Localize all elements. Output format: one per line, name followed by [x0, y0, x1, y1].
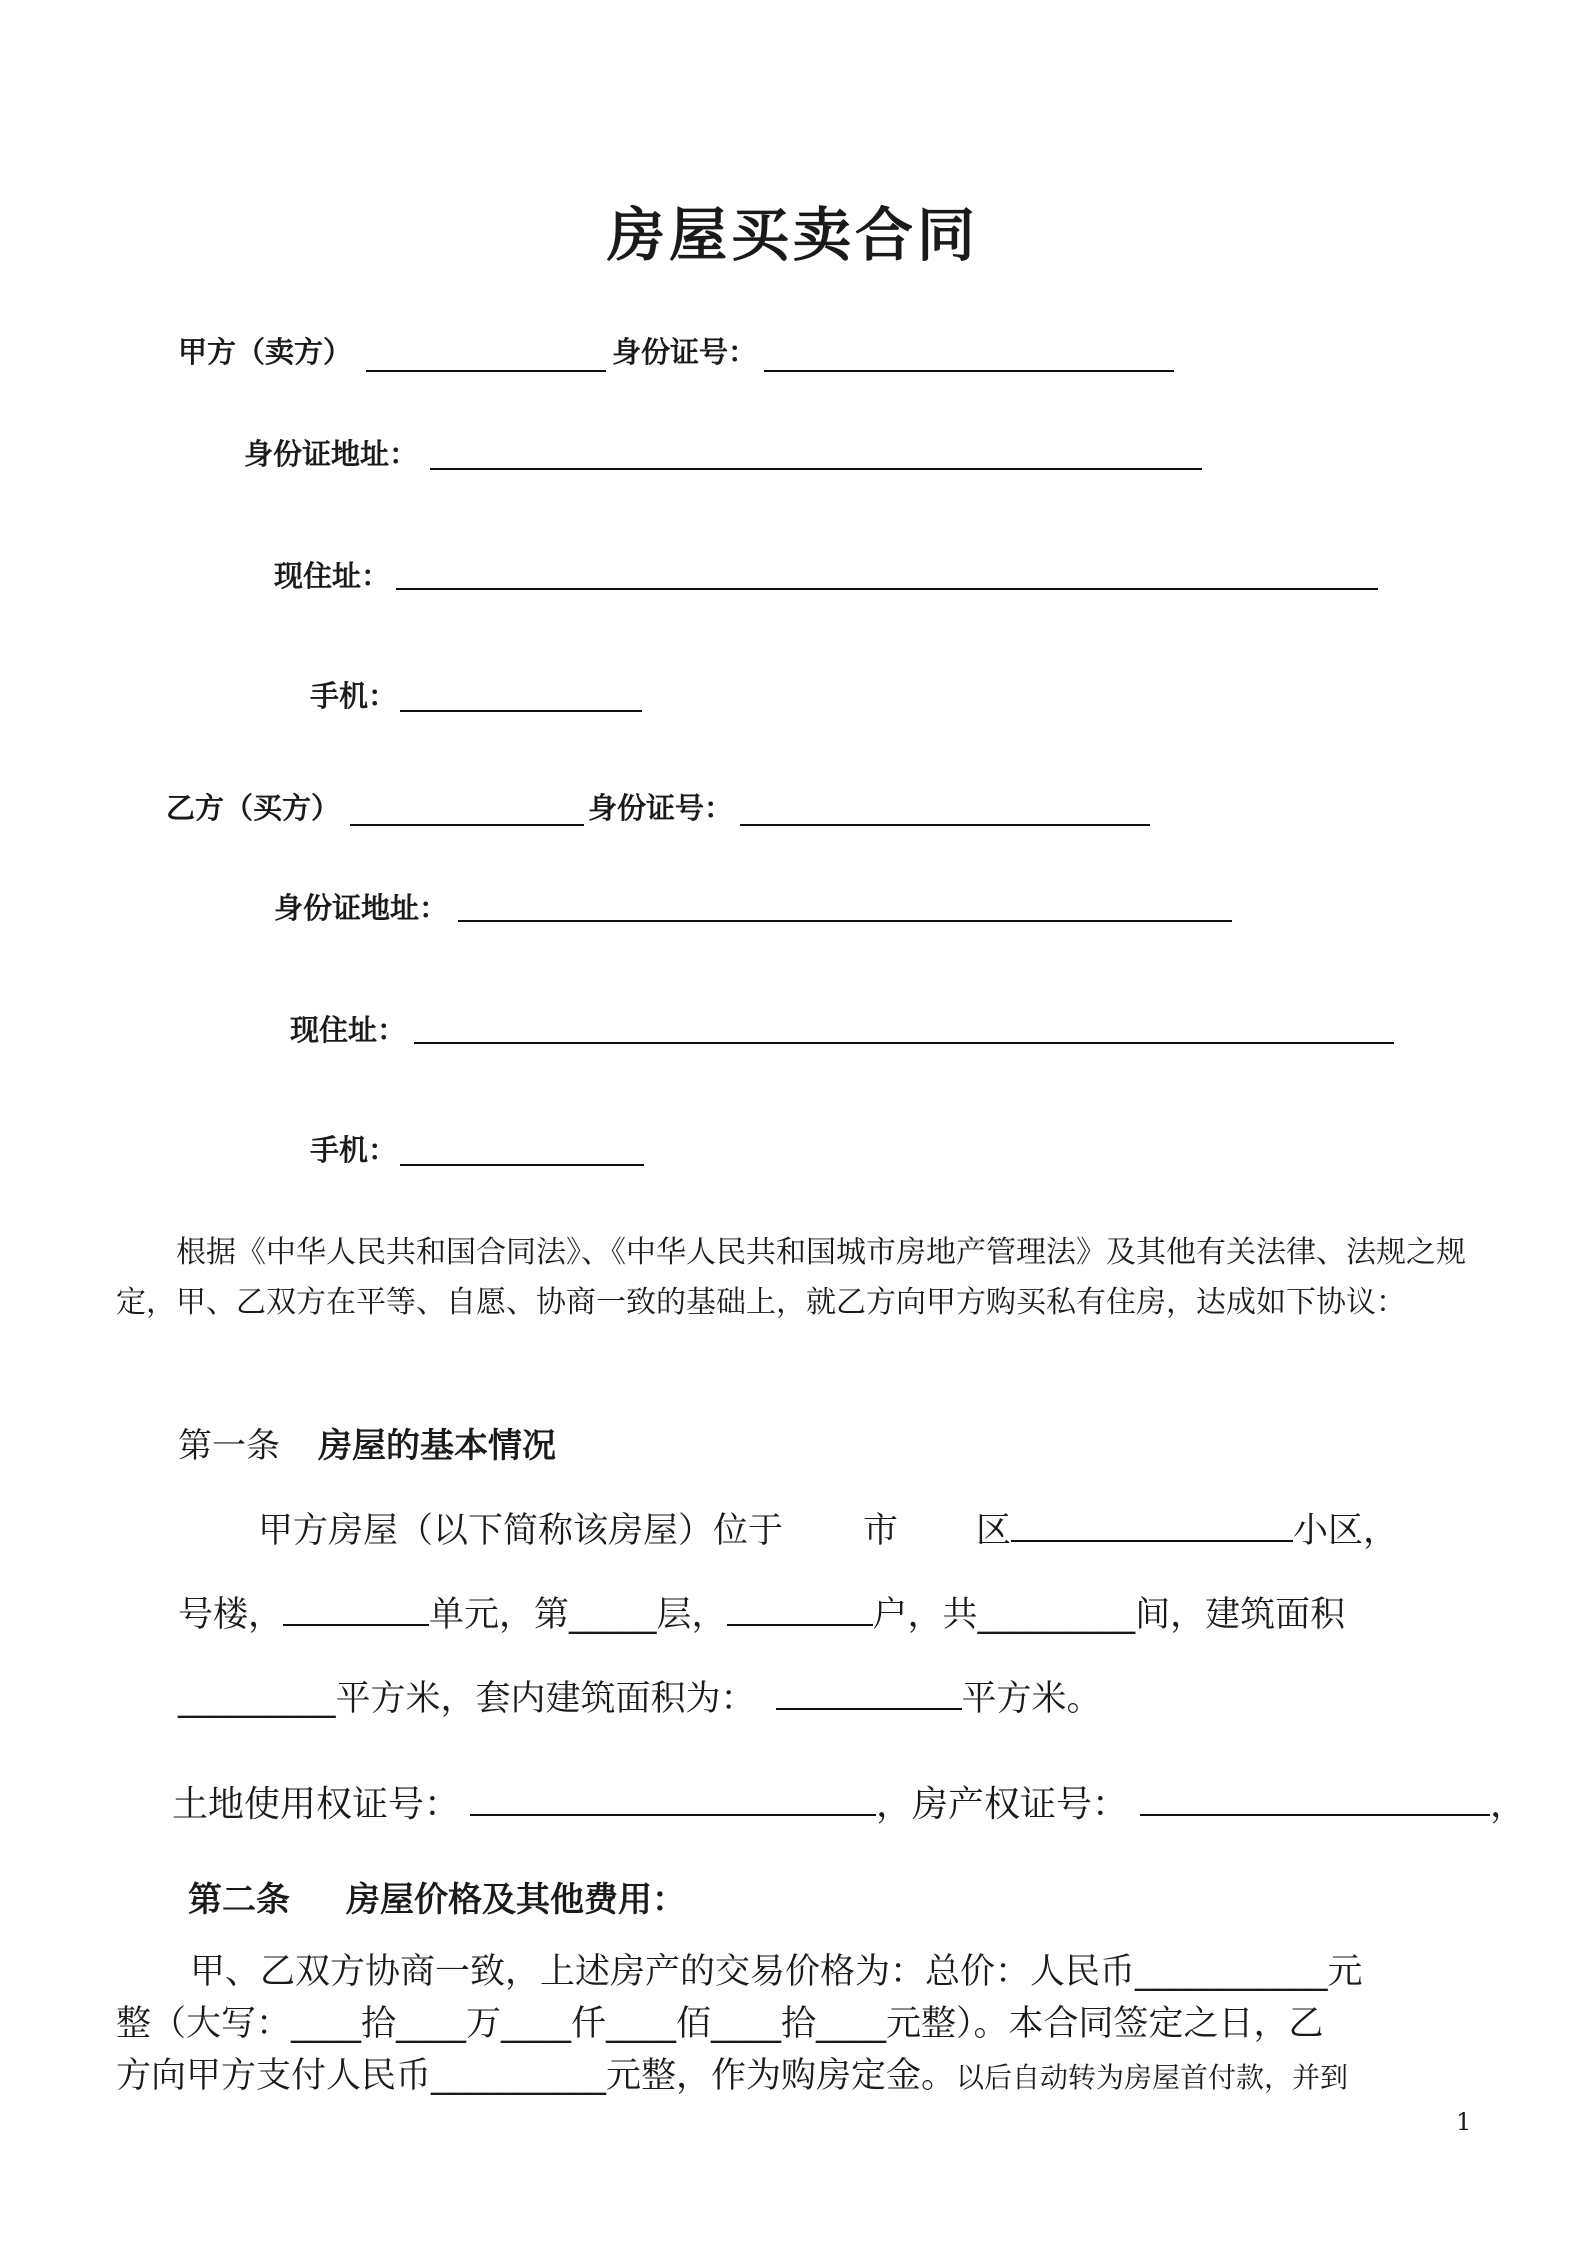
property-cert-field[interactable] [1140, 1782, 1490, 1816]
party-b-label: 乙方（买方） [166, 791, 341, 825]
rooms-label: 间，建筑面积 [1135, 1595, 1346, 1635]
page-number: 1 [1456, 2108, 1472, 2136]
city-label: 市 [863, 1511, 899, 1551]
article-2-heading [188, 1872, 686, 1921]
district-label: 区 [976, 1511, 1012, 1551]
party-a-current-address-field[interactable] [396, 588, 1378, 590]
preamble-paragraph: 根据《中华人民共和国合同法》、《中华人民共和国城市房地产管理法》及其他有关法律、法规之规定，甲、乙双方在平等、自愿、协商一致的基础上，就乙方向甲方购买私有住房，达成如下协议： [116, 1235, 1466, 1320]
party-a-phone-field[interactable] [400, 710, 642, 712]
land-cert-field[interactable] [470, 1782, 876, 1816]
party-b-name-field[interactable] [350, 824, 584, 826]
party-a-name-field[interactable] [366, 370, 606, 372]
household-label: 户，共 [872, 1595, 978, 1635]
article-1-line-1 [258, 1506, 1398, 1556]
party-b-id-label: 身份证号： [588, 791, 734, 825]
party-b-id-field[interactable] [740, 824, 1150, 826]
party-b-id-address-field[interactable] [458, 920, 1232, 922]
building-label: 号楼， [178, 1595, 284, 1635]
floor-label: 层， [656, 1595, 727, 1635]
floor-blank[interactable]: _____ [569, 1595, 657, 1635]
party-a-id-address-label: 身份证地址： [244, 437, 419, 471]
land-cert-label: 土地使用权证号： [172, 1784, 461, 1825]
party-b-current-address-field[interactable] [414, 1042, 1394, 1044]
household-field[interactable] [727, 1592, 873, 1626]
area-blank[interactable]: _________ [178, 1679, 336, 1719]
document-title: 房屋买卖合同 [606, 201, 979, 269]
inner-area-unit: 平方米。 [961, 1679, 1102, 1719]
article-2-line-2: 整（大写：____拾____万____仟____佰____拾____元整）。本合同签定之日，乙 [116, 2004, 1324, 2044]
article-2-line-1: 甲、乙双方协商一致，上述房产的交易价格为：总价：人民币___________元 [190, 1952, 1363, 1992]
party-a-id-label: 身份证号： [612, 335, 758, 369]
party-a-current-address-label: 现住址： [274, 559, 391, 593]
party-a-id-field[interactable] [764, 370, 1174, 372]
area-label: 平方米，套内建筑面积为： [335, 1679, 756, 1719]
article-1-line-2 [178, 1590, 1345, 1640]
community-label: 小区， [1293, 1511, 1399, 1551]
property-cert-label: ，房产权证号： [876, 1784, 1129, 1825]
party-a-label: 甲方（卖方） [178, 335, 353, 369]
certificate-line [172, 1776, 1526, 1827]
rooms-blank[interactable]: _________ [977, 1595, 1136, 1635]
article-2-title: 房屋价格及其他费用： [346, 1880, 686, 1920]
article-1-title: 房屋的基本情况 [318, 1426, 556, 1466]
community-field[interactable] [1011, 1508, 1293, 1542]
article-1-heading [178, 1418, 556, 1467]
party-b-phone-field[interactable] [400, 1164, 644, 1166]
party-a-id-address-field[interactable] [430, 468, 1202, 470]
article-2-number: 第二条 [188, 1880, 290, 1920]
article-1-line-3 [178, 1674, 1102, 1724]
party-a-phone-label: 手机： [310, 679, 398, 713]
party-b-id-address-label: 身份证地址： [274, 891, 449, 925]
party-b-current-address-label: 现住址： [290, 1013, 407, 1047]
article-2-line-3 [116, 2048, 1348, 2098]
article-1-number: 第一条 [178, 1426, 280, 1466]
inner-area-field[interactable] [776, 1676, 962, 1710]
deposit-text: 方向甲方支付人民币__________元整，作为购房定金。 [116, 2056, 957, 2096]
deposit-continuation: 以后自动转为房屋首付款，并到 [956, 2061, 1349, 2094]
unit-field[interactable] [283, 1592, 429, 1626]
location-prefix: 甲方房屋（以下简称该房屋）位于 [258, 1511, 784, 1551]
unit-label: 单元，第 [429, 1595, 570, 1635]
party-b-phone-label: 手机： [310, 1133, 398, 1167]
end-comma: ， [1490, 1784, 1527, 1825]
